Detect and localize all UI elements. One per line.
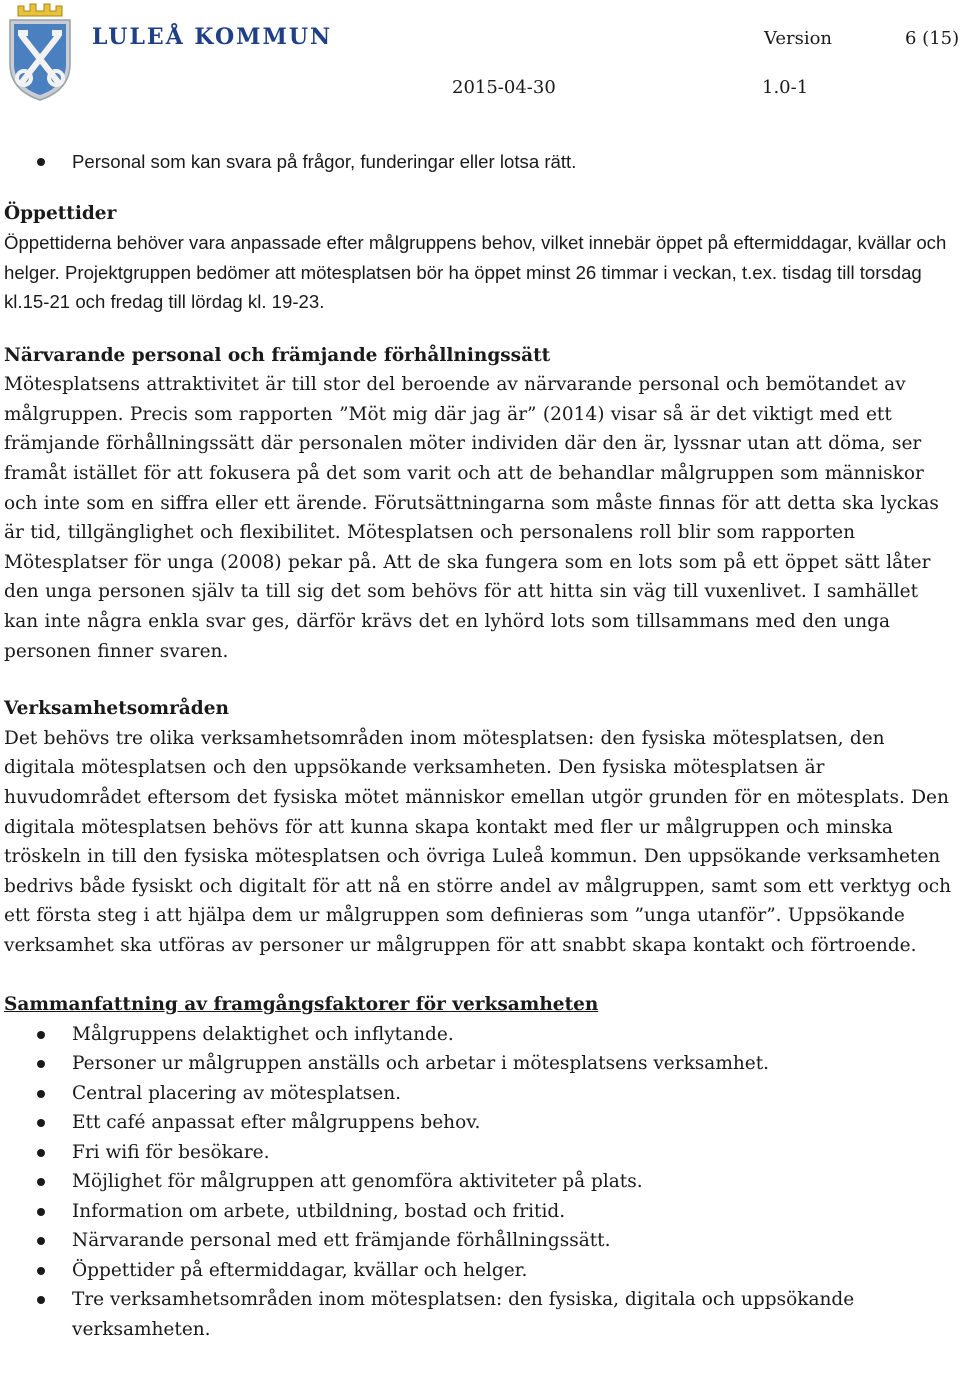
section-heading: Verksamhetsområden	[4, 698, 229, 720]
list-item: Öppettider på eftermiddagar, kvällar och helger.	[4, 1256, 958, 1286]
document-body	[4, 147, 958, 1344]
list-item: Central placering av mötesplatsen.	[4, 1079, 958, 1109]
version-label: Version	[764, 28, 833, 49]
section-heading: Öppettider	[4, 202, 117, 224]
version-number: 1.0-1	[762, 77, 809, 98]
section-sammanfattning	[4, 990, 958, 1344]
list-item: Möjlighet för målgruppen att genomföra aktiviteter på plats.	[4, 1167, 958, 1197]
list-item: Målgruppens delaktighet och inflytande.	[4, 1020, 958, 1050]
success-factors-list	[4, 1020, 958, 1345]
paragraph-sentence: Öppettiderna behöver vara anpassade efter målgruppens behov, vilket innebär öppet på eftermiddagar, kvällar och helger.	[4, 232, 947, 283]
intro-bullet-list	[4, 147, 958, 177]
page-number: 6 (15)	[905, 28, 960, 49]
lulea-coat-of-arms-icon	[4, 2, 76, 102]
paragraph-sentence: Projektgruppen bedömer att mötesplatsen bör ha öppet minst 26 timmar i veckan, t.ex. tisdag till torsdag kl.15-21 och fredag till lördag kl. 19-23.	[4, 261, 922, 313]
list-item: Personer ur målgruppen anställs och arbetar i mötesplatsens verksamhet.	[4, 1049, 958, 1079]
section-heading: Närvarande personal och främjande förhållningssätt	[4, 344, 551, 366]
list-item: Tre verksamhetsområden inom mötesplatsen: den fysiska, digitala och uppsökande verksamheten.	[4, 1285, 958, 1344]
section-verksamhetsomraden	[4, 694, 958, 960]
document-date: 2015-04-30	[452, 77, 556, 98]
section-paragraph: Det behövs tre olika verksamhetsområden inom mötesplatsen: den fysiska mötesplatsen, den digitala mötesplatsen och den uppsökande verksamheten. Den fysiska mötesplatsen är huvudområdet eftersom det fysiska mötet människor emellan utgör grunden för en mötesplats. Den digitala mötesplatsen behövs för att kunna skapa kontakt med fler ur målgruppen och minska tröskeln in till den fysiska mötesplatsen och övriga Luleå kommun. Den uppsökande verksamheten bedrivs både fysiskt och digitalt för att nå en större andel av målgruppen, samt som ett verktyg och ett första steg i att hjälpa dem ur målgruppen som definieras som ”unga utanför”. Uppsökande verksamhet ska utföras av personer ur målgruppen för att snabbt skapa kontakt och förtroende.	[4, 727, 952, 956]
section-paragraph	[4, 228, 958, 317]
section-heading: Sammanfattning av framgångsfaktorer för verksamheten	[4, 994, 599, 1016]
section-paragraph: Mötesplatsens attraktivitet är till stor del beroende av närvarande personal och bemötandet av målgruppen. Precis som rapporten ”Möt mig där jag är” (2014) visar så är det viktigt med ett främjande förhållningssätt där personalen möter individen där den är, lyssnar utan att döma, ser framåt istället för att fokusera på det som varit och att de behandlar målgruppen som människor och inte som en siffra eller ett ärende. Förutsättningarna som måste finnas för att detta ska lyckas är tid, tillgänglighet och flexibilitet. Mötesplatsen och personalens roll blir som rapporten Mötesplatser för unga (2008) pekar på. Att de ska fungera som en lots som på ett öppet sätt låter den unga personen själv ta till sig det som behövs för att hitta sin väg till vuxenlivet. I samhället kan inte några enkla svar ges, därför krävs det en lyhörd lots som tillsammans med den unga personen finner svaren.	[4, 374, 939, 662]
section-narvarande-personal	[4, 341, 958, 666]
list-item: Personal som kan svara på frågor, funderingar eller lotsa rätt.	[4, 147, 958, 177]
list-item: Information om arbete, utbildning, bostad och fritid.	[4, 1197, 958, 1227]
organization-name: LULEÅ KOMMUN	[92, 24, 333, 50]
list-item: Fri wifi för besökare.	[4, 1138, 958, 1168]
list-item: Ett café anpassat efter målgruppens behov.	[4, 1108, 958, 1138]
list-item: Närvarande personal med ett främjande förhållningssätt.	[4, 1226, 958, 1256]
section-oppettider	[4, 199, 958, 317]
